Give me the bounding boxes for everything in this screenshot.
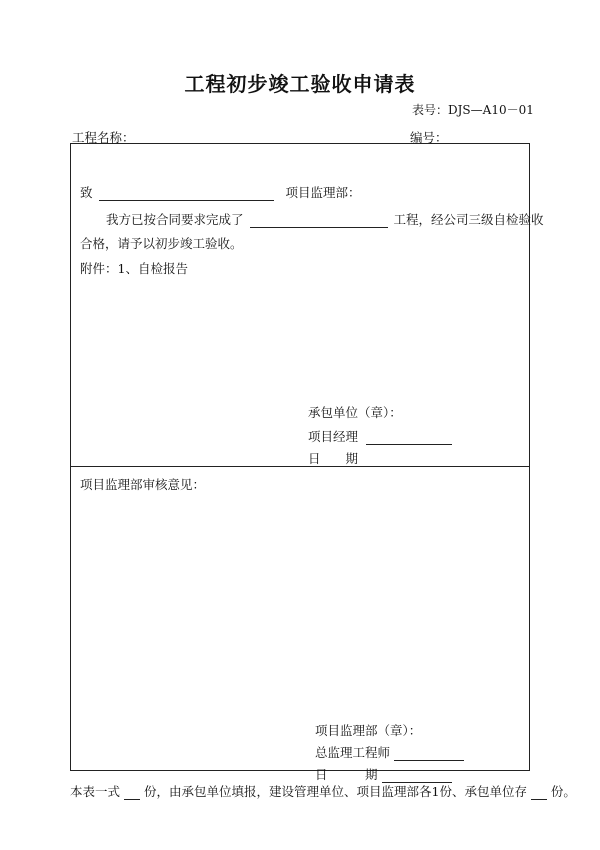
form-number: 表号：DJS—A10－01 [412, 103, 534, 117]
to-prefix: 致 [80, 185, 93, 200]
footer-part1: 本表一式 [70, 784, 121, 799]
project-name-label: 工程名称： [72, 130, 135, 145]
page-title: 工程初步竣工验收申请表 [184, 72, 416, 96]
footer-part3: 份。 [550, 784, 576, 799]
footer-part2: 份，由承包单位填报，建设管理单位、项目监理部各1份、承包单位存 [143, 784, 527, 799]
date-line [308, 449, 452, 467]
body-suffix: 工程，经公司三级自检验收 [393, 212, 544, 227]
section-divider [71, 466, 529, 467]
kept-copies-blank[interactable] [531, 785, 547, 800]
copies-blank[interactable] [124, 785, 140, 800]
date-blank[interactable] [366, 452, 452, 467]
project-blank[interactable] [250, 213, 388, 228]
to-suffix: 项目监理部： [285, 185, 361, 200]
body-prefix: 我方已按合同要求完成了 [106, 212, 244, 227]
manager-label: 项目经理 [308, 429, 359, 444]
supervisor-blank[interactable] [99, 186, 274, 201]
body-line-1 [106, 210, 544, 228]
review-date-blank[interactable] [382, 768, 452, 783]
addressee-line [80, 183, 361, 201]
attachment-text: 附件：1、自检报告 [80, 261, 188, 276]
manager-blank[interactable] [366, 430, 452, 445]
number-label: 编号： [410, 130, 448, 145]
contractor-label: 承包单位（章）： [308, 405, 402, 420]
review-dept-label: 项目监理部（章）： [315, 723, 422, 738]
review-heading: 项目监理部审核意见： [80, 477, 206, 492]
footer-note [70, 782, 576, 800]
engineer-label: 总监理工程师 [315, 745, 391, 760]
engineer-blank[interactable] [394, 746, 464, 761]
body-line-2: 合格，请予以初步竣工验收。 [80, 236, 243, 251]
engineer-line [315, 743, 464, 761]
review-date-line [315, 765, 452, 783]
date-label: 日 期 [308, 451, 359, 466]
manager-line [308, 427, 452, 445]
review-date-label: 日 期 [315, 767, 378, 782]
